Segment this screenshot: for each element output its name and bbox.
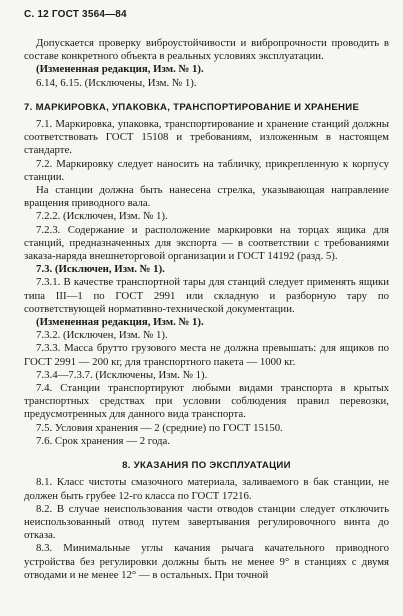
paragraph: Допускается проверку виброустойчивости и вибропрочности проводить в составе конкретного объекта в реальных условиях эксплуатации.: [24, 37, 389, 63]
clause-7-3-3: 7.3.3. Масса брутто грузового места не должна превышать: для ящиков по ГОСТ 2991 — 200 кг, для транспортного пакета — 1000 кг.: [24, 342, 389, 368]
clause-8-3: 8.3. Минимальные углы качания рычага качательного приводного устройства без регулировки должны быть не менее 9° в станциях с двумя отводами и не менее 12° — в остальных. При точной: [24, 542, 389, 581]
clause-7-4: 7.4. Станции транспортируют любыми видами транспорта в крытых транспортных средствах при условии соблюдения правил перевозки, предусмотренных для данного вида транспорта.: [24, 382, 389, 421]
clause-7-3-2: 7.3.2. (Исключен, Изм. № 1).: [36, 329, 168, 342]
amendment-note: (Измененная редакция, Изм. № 1).: [36, 316, 204, 329]
clause-7-3: 7.3. (Исключен, Изм. № 1).: [36, 263, 165, 276]
clause-7-3-4-7: 7.3.4—7.3.7. (Исключены, Изм. № 1).: [36, 368, 208, 381]
page-header: С. 12 ГОСТ 3564—84: [24, 9, 127, 20]
clause-7-2-2: 7.2.2. (Исключен, Изм. № 1).: [36, 210, 168, 223]
clause-8-2: 8.2. В случае неиспользования части отводов станции следует отключить неиспользованный отвод путем завертывания регулировочного винта до отказа.: [24, 502, 389, 542]
paragraph: 6.14, 6.15. (Исключены, Изм. № 1).: [36, 76, 197, 89]
amendment-note: (Измененная редакция, Изм. № 1).: [36, 63, 204, 76]
clause-7-2: 7.2. Маркировку следует наносить на табличку, прикрепленную к корпусу станции.: [24, 157, 389, 183]
clause-7-6: 7.6. Срок хранения — 2 года.: [36, 434, 171, 447]
clause-7-3-1: 7.3.1. В качестве транспортной тары для станций следует применять ящики типа III—1 по ГОСТ 2991 или складную и разборную тару по соответствующей нормативно-технической документации.: [24, 276, 389, 315]
section-8-title: 8. УКАЗАНИЯ ПО ЭКСПЛУАТАЦИИ: [122, 460, 291, 472]
clause-7-5: 7.5. Условия хранения — 2 (средние) по ГОСТ 15150.: [36, 421, 283, 434]
clause-7-1: 7.1. Маркировка, упаковка, транспортирование и хранение станций должны соответствовать ГОСТ 15108 и требованиям, изложенным в настоящем стандарте.: [24, 118, 389, 157]
clause-8-1: 8.1. Класс чистоты смазочного материала, заливаемого в бак станции, не должен быть грубее 12-го класса по ГОСТ 17216.: [24, 476, 389, 502]
section-7-title: 7. МАРКИРОВКА, УПАКОВКА, ТРАНСПОРТИРОВАНИЕ И ХРАНЕНИЕ: [24, 101, 360, 113]
clause-7-2-1: На станции должна быть нанесена стрелка, указывающая направление вращения приводного вала.: [24, 184, 389, 210]
document-body: [24, 37, 389, 582]
clause-7-2-3: 7.2.3. Содержание и расположение маркировки на торцах ящика для станций, предназначенных для экспорта — в соответствии с требованиями заказа-наряда внешнеторговой организации и ГОСТ 14192 (разд. 5).: [24, 223, 389, 263]
